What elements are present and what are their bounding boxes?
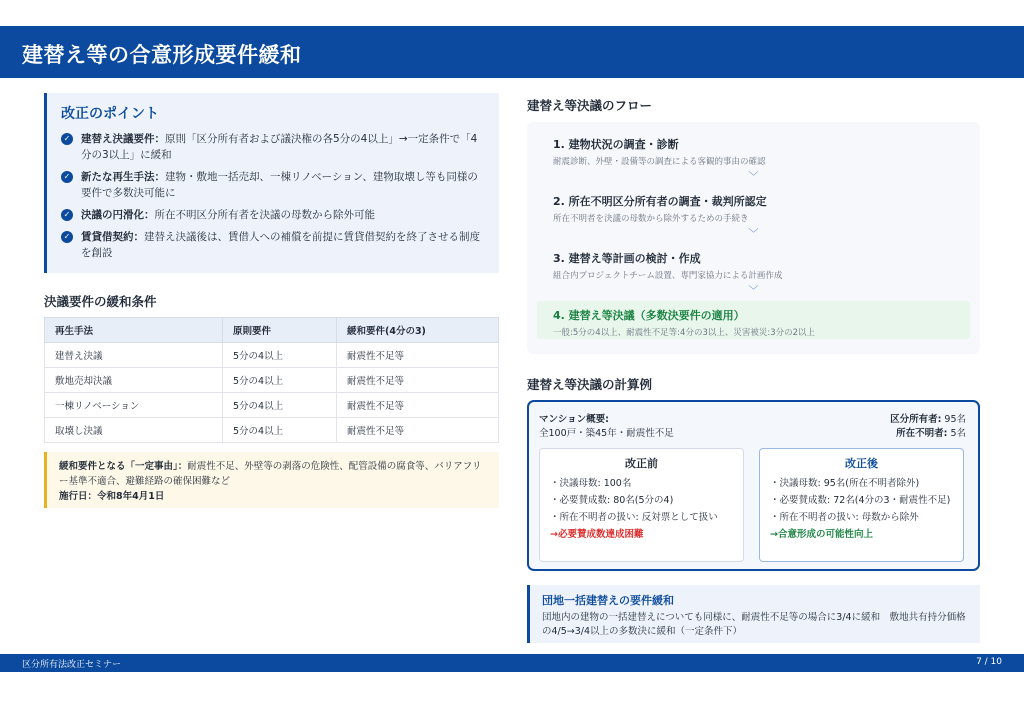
flow-step-desc: 所在不明者を決議の母数から除外するための手続き — [553, 214, 749, 224]
effective-date — [59, 489, 487, 504]
flow-box — [527, 122, 980, 354]
table-cell: 敷地売却決議 — [45, 368, 223, 393]
table-cell: 耐震性不足等 — [337, 343, 499, 368]
chevron-down-icon: ﹀ — [748, 286, 759, 297]
flow-step-desc: 耐震診断、外壁・設備等の調査による客観的事由の確認 — [553, 157, 766, 167]
before-item: ・必要賛成数: 80名(5分の4) — [550, 495, 674, 506]
flow-step — [537, 130, 970, 168]
table-cell: 5分の4以上 — [223, 343, 337, 368]
before-heading: 改正前 — [625, 457, 658, 470]
key-point-item — [61, 207, 485, 223]
key-point-label: 賃貸借契約： — [81, 231, 144, 243]
before-result: →必要賛成数達成困難 — [550, 529, 644, 540]
key-points-box — [44, 93, 499, 273]
key-point-text: 建物・敷地一括売却、一棟リノベーション、建物取壊し等も同様の要件で多数決可能に — [81, 171, 478, 199]
flow-step-title: 4. 建替え等決議（多数決要件の適用） — [553, 309, 745, 322]
mansion-overview — [539, 413, 674, 441]
note-label: 緩和要件となる「一定事由」： — [59, 461, 188, 472]
danchi-text: 団地内の建物の一括建替えについても同様に、耐震性不足等の場合に3/4に緩和 敷地共有持分価格の4/5→3/4以上の多数決に緩和（一定条件下） — [542, 612, 966, 637]
requirements-table — [44, 317, 499, 443]
before-item: ・決議母数: 100名 — [550, 478, 632, 489]
before-revision-box — [539, 448, 744, 562]
table-row — [45, 343, 499, 368]
after-result: →合意形成の可能性向上 — [770, 529, 873, 540]
column-header: 原則要件 — [223, 318, 337, 343]
table-header-row — [45, 318, 499, 343]
key-point-label: 建替え決議要件： — [81, 133, 165, 145]
table-cell: 一棟リノベーション — [45, 393, 223, 418]
before-item: ・所在不明者の扱い: 反対票として扱い — [550, 512, 718, 523]
key-point-text: 建替え決議後は、賃借人への補償を前提に賃貸借契約を終了させる制度を創設 — [81, 231, 480, 259]
key-point-text: 原則「区分所有者および議決権の各5分の4以上」→一定条件で「4分の3以上」に緩和 — [81, 133, 478, 161]
table-row — [45, 368, 499, 393]
key-point-label: 新たな再生手法： — [81, 171, 165, 183]
footer-bar — [0, 654, 1024, 672]
flow-step-final — [537, 301, 970, 339]
column-header: 再生手法 — [45, 318, 223, 343]
flow-heading: 建替え等決議のフロー — [527, 98, 653, 113]
key-point-item — [61, 131, 485, 163]
owners-value: 95名 — [944, 414, 966, 425]
key-point-label: 決議の円滑化： — [81, 209, 155, 221]
danchi-box — [527, 585, 980, 643]
requirements-heading: 決議要件の緩和条件 — [44, 294, 157, 309]
table-cell: 取壊し決議 — [45, 418, 223, 443]
after-item: ・所在不明者の扱い: 母数から除外 — [770, 512, 919, 523]
chevron-down-icon: ﹀ — [748, 229, 759, 240]
overview-label: マンション概要: — [539, 414, 609, 425]
calc-example-box — [527, 400, 980, 571]
after-item: ・必要賛成数: 72名(4分の3・耐震性不足) — [770, 495, 951, 506]
after-heading: 改正後 — [845, 457, 878, 470]
header-bar — [0, 26, 1024, 78]
date-label: 施行日： — [59, 491, 98, 502]
table-cell: 耐震性不足等 — [337, 393, 499, 418]
owners-label: 区分所有者: — [890, 414, 942, 425]
chevron-down-icon: ﹀ — [748, 172, 759, 183]
missing-value: 5名 — [950, 428, 966, 439]
note-text: 耐震性不足、外壁等の剥落の危険性、配管設備の腐食等、バリアフリー基準不適合、避難経路の確保困難など — [59, 461, 482, 487]
after-item: ・決議母数: 95名(所在不明者除外) — [770, 478, 920, 489]
check-circle-icon: ✓ — [61, 171, 73, 183]
flow-step — [537, 244, 970, 282]
table-cell: 耐震性不足等 — [337, 418, 499, 443]
key-point-text: 所在不明区分所有者を決議の母数から除外可能 — [154, 209, 375, 221]
table-cell: 5分の4以上 — [223, 393, 337, 418]
flow-step-desc: 一般:5分の4以上、耐震性不足等:4分の3以上、災害被災:3分の2以上 — [553, 328, 816, 338]
key-point-item — [61, 169, 485, 201]
check-circle-icon: ✓ — [61, 209, 73, 221]
flow-step — [537, 187, 970, 225]
conditions-note — [44, 452, 499, 508]
check-circle-icon: ✓ — [61, 231, 73, 243]
table-cell: 耐震性不足等 — [337, 368, 499, 393]
table-row — [45, 418, 499, 443]
date-value: 令和8年4月1日 — [97, 491, 165, 502]
flow-step-title: 2. 所在不明区分所有者の調査・裁判所認定 — [553, 195, 767, 208]
overview-text: 全100戸・築45年・耐震性不足 — [539, 428, 674, 439]
note-body — [59, 459, 487, 489]
column-header: 緩和要件(4分の3) — [337, 318, 499, 343]
table-row — [45, 393, 499, 418]
page-number: 7 / 10 — [976, 657, 1002, 667]
flow-step-title: 1. 建物状況の調査・診断 — [553, 138, 679, 151]
table-cell: 5分の4以上 — [223, 418, 337, 443]
table-cell: 建替え決議 — [45, 343, 223, 368]
after-revision-box — [759, 448, 964, 562]
missing-label: 所在不明者: — [896, 428, 948, 439]
page-title: 建替え等の合意形成要件緩和 — [22, 43, 302, 67]
key-point-item — [61, 229, 485, 261]
calc-heading: 建替え等決議の計算例 — [527, 377, 653, 392]
key-points-heading: 改正のポイント — [61, 106, 159, 122]
flow-step-title: 3. 建替え等計画の検討・作成 — [553, 252, 701, 265]
danchi-title: 団地一括建替えの要件緩和 — [542, 594, 674, 607]
check-circle-icon: ✓ — [61, 133, 73, 145]
table-cell: 5分の4以上 — [223, 368, 337, 393]
footer-seminar-title: 区分所有法改正セミナー — [22, 660, 122, 670]
flow-step-desc: 組合内プロジェクトチーム設置、専門家協力による計画作成 — [553, 271, 783, 281]
owner-counts — [890, 413, 966, 441]
